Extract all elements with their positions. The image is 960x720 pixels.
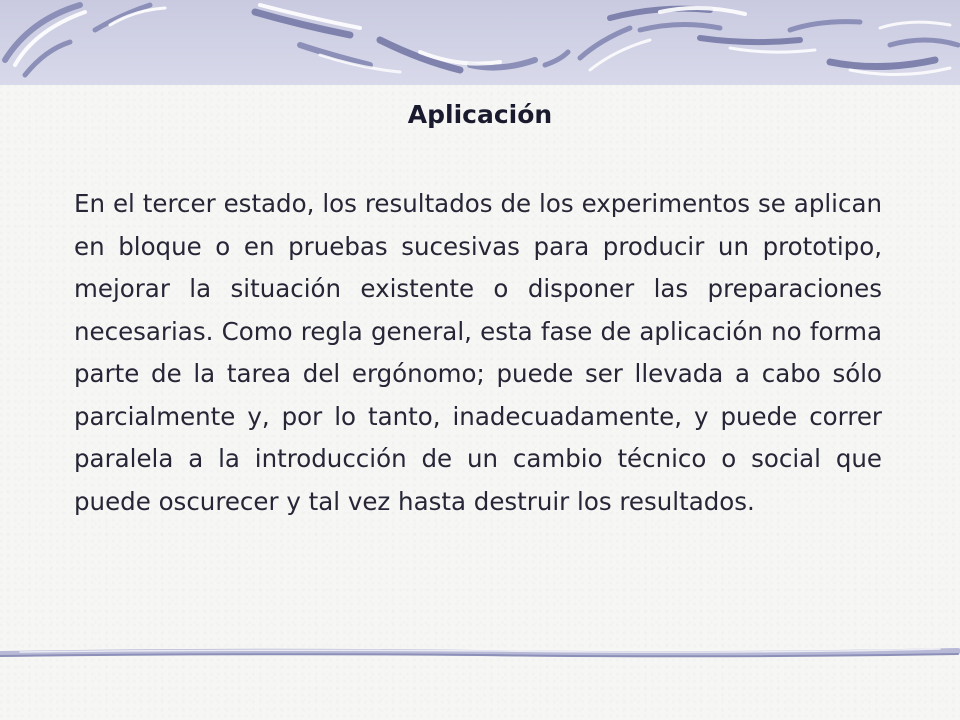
slide-body-paragraph: En el tercer estado, los resultados de los experimentos se aplican en bloque o en pruebas sucesivas para producir un prototipo, mejorar la situación existente o disponer las preparaciones necesarias. Como regla general, esta fase de aplicación no forma parte de la tarea del ergónomo; puede ser llevada a cabo sólo parcialmente y, por lo tanto, inadecuadamente, y puede correr paralela a la introducción de un cambio técnico o social que puede oscurecer y tal vez hasta destruir los resultados. [74,189,882,516]
brush-strokes-graphic [0,0,960,85]
slide-title: Aplicación [407,100,553,129]
bottom-brush-line [0,640,960,670]
decorative-bottom-rule [0,640,960,670]
decorative-header-band [0,0,960,85]
